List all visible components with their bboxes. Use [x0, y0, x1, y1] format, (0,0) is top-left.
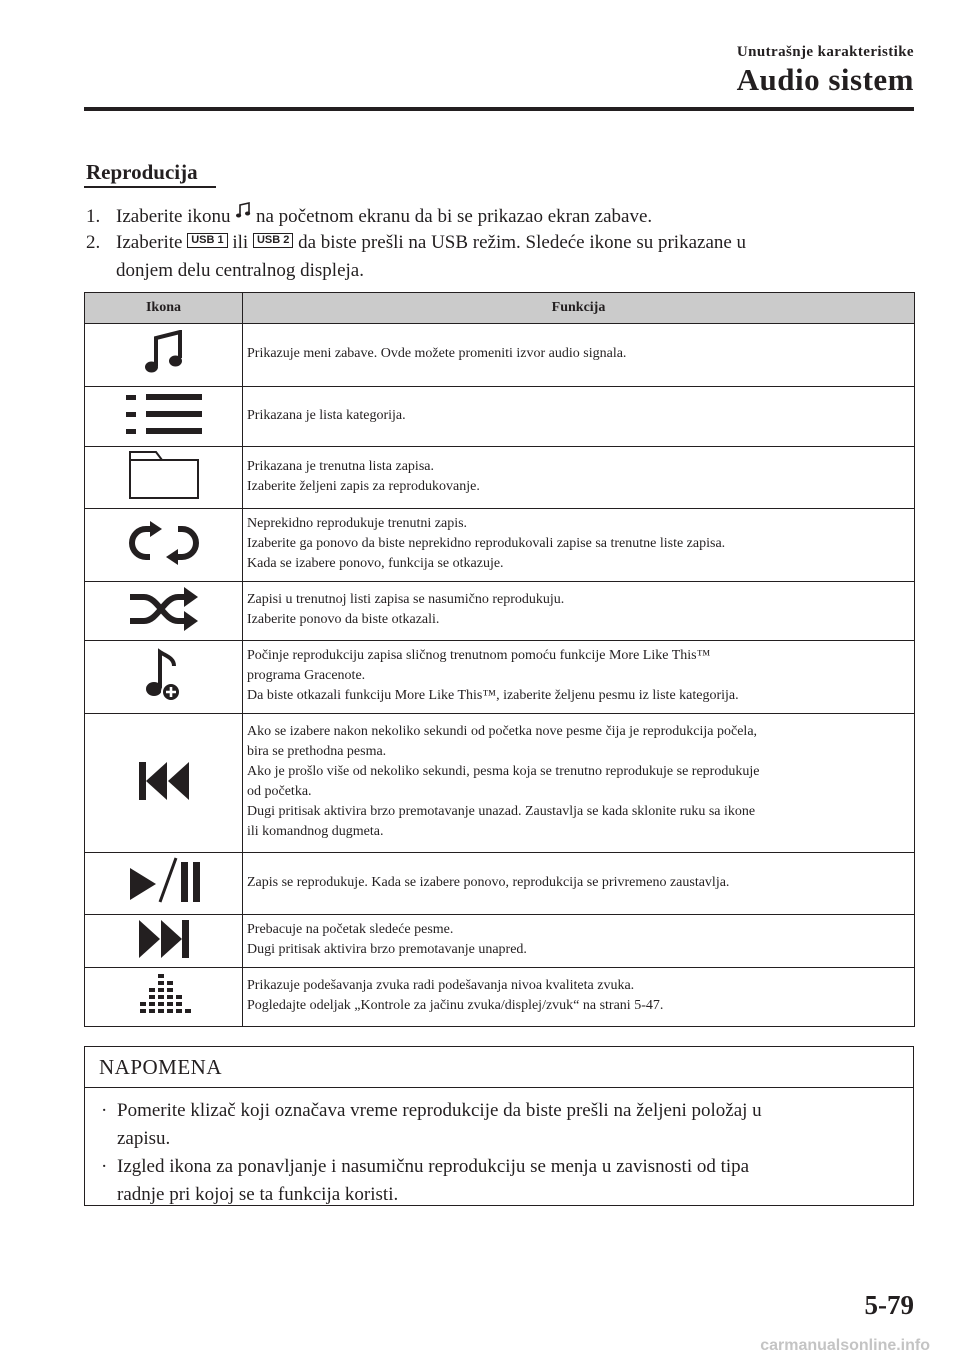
section-underline — [84, 186, 216, 188]
note-item-line: radnje pri kojoj se ta funkcija koristi. — [117, 1184, 399, 1205]
function-description — [243, 324, 915, 387]
table-row — [85, 447, 915, 509]
step-1-number: 1. — [86, 206, 101, 227]
icon-function-table — [84, 292, 915, 1027]
table-row — [85, 968, 915, 1027]
table-row — [85, 915, 915, 968]
function-description — [243, 582, 915, 641]
function-description — [243, 509, 915, 582]
table-row — [85, 714, 915, 853]
step-2-continuation: donjem delu centralnog displeja. — [116, 260, 364, 281]
music-note-icon — [85, 324, 243, 387]
section-title: Reproducija — [86, 160, 198, 184]
category-list-icon — [85, 387, 243, 447]
page-number: 5-79 — [864, 1290, 914, 1320]
description-line: Prikazana je trenutna lista zapisa. — [247, 458, 434, 474]
step-2-text-mid: ili — [232, 232, 249, 253]
usb2-button-icon: USB 2 — [253, 233, 293, 248]
description-line: od početka. — [247, 784, 312, 799]
function-description — [243, 387, 915, 447]
previous-track-icon — [85, 714, 243, 853]
description-line: Zapis se reprodukuje. Kada se izabere ponovo, reprodukcija se privremeno zaustavlja. — [247, 874, 730, 890]
play-pause-icon — [85, 853, 243, 915]
header-rule — [84, 107, 914, 111]
description-line: Prebacuje na početak sledeće pesme. — [247, 922, 454, 937]
description-line: Prikazuje meni zabave. Ovde možete promeniti izvor audio signala. — [247, 346, 627, 361]
folder-icon — [85, 447, 243, 509]
bullet-icon: · — [101, 1100, 108, 1121]
note-title: NAPOMENA — [99, 1055, 223, 1079]
step-2-text-post: da biste prešli na USB režim. Sledeće ikone su prikazane u — [298, 232, 747, 253]
note-item — [99, 1097, 901, 1153]
page-title: Audio sistem — [736, 62, 914, 97]
step-1-text-pre: Izaberite ikonu — [116, 206, 231, 227]
table-header-row — [85, 293, 915, 324]
step-1-text-post: na početnom ekranu da bi se prikazao ekran zabave. — [255, 206, 653, 227]
description-line: Počinje reprodukciju zapisa sličnog trenutnom pomoću funkcije More Like This™ — [247, 648, 711, 663]
step-1 — [86, 201, 652, 231]
description-line: ili komandnog dugmeta. — [247, 824, 384, 839]
description-line: Izaberite željeni zapis za reprodukovanje. — [247, 478, 480, 494]
function-description — [243, 714, 915, 853]
description-line: Izaberite ponovo da biste otkazali. — [247, 612, 440, 627]
description-line: Prikazuje podešavanja zvuka radi podešavanja nivoa kvaliteta zvuka. — [247, 978, 635, 993]
usb1-button-icon: USB 1 — [187, 233, 227, 248]
description-line: Neprekidno reprodukuje trenutni zapis. — [247, 516, 468, 531]
description-line: Izaberite ga ponovo da biste neprekidno reprodukovali zapise sa trenutne liste zapisa. — [247, 536, 726, 551]
table-row — [85, 387, 915, 447]
description-line: programa Gracenote. — [247, 668, 366, 683]
note-divider — [85, 1087, 913, 1088]
function-description — [243, 968, 915, 1027]
sound-settings-icon — [85, 968, 243, 1027]
description-line: Ako se izabere nakon nekoliko sekundi od početka nove pesme čija je reprodukcija počela, — [247, 724, 758, 739]
description-line: Dugi pritisak aktivira brzo premotavanje unazad. Zaustavlja se kada sklonite ruku sa ikone — [247, 804, 756, 819]
function-description — [243, 641, 915, 714]
description-line: Zapisi u trenutnoj listi zapisa se nasumično reprodukuju. — [247, 592, 565, 607]
description-line: Pogledajte odeljak „Kontrole za jačinu zvuka/displej/zvuk“ na strani 5-47. — [247, 998, 664, 1013]
column-header-function: Funkcija — [243, 293, 915, 324]
note-box — [84, 1046, 914, 1206]
music-note-inline-icon — [235, 201, 251, 229]
note-item-line: Pomerite klizač koji označava vreme reprodukcije da biste prešli na željeni položaj u — [117, 1100, 762, 1121]
description-line: Dugi pritisak aktivira brzo premotavanje unapred. — [247, 942, 527, 957]
table-row — [85, 641, 915, 714]
description-line: Prikazana je lista kategorija. — [247, 407, 406, 423]
watermark: carmanualsonline.info — [760, 1337, 930, 1354]
table-row — [85, 324, 915, 387]
note-item — [99, 1153, 901, 1209]
repeat-icon — [85, 509, 243, 582]
step-2-number: 2. — [86, 232, 101, 253]
description-line: bira se prethodna pesma. — [247, 744, 387, 759]
column-header-icon: Ikona — [85, 293, 243, 324]
function-description — [243, 915, 915, 968]
step-2-text-pre: Izaberite — [116, 232, 183, 253]
note-item-line: zapisu. — [117, 1128, 171, 1149]
description-line: Ako je prošlo više od nekoliko sekundi, pesma koja se trenutno reprodukuje se reprodukuje — [247, 764, 760, 779]
shuffle-icon — [85, 582, 243, 641]
function-description — [243, 853, 915, 915]
table-row — [85, 509, 915, 582]
step-2 — [86, 229, 746, 257]
function-description — [243, 447, 915, 509]
table-row — [85, 582, 915, 641]
next-track-icon — [85, 915, 243, 968]
description-line: Kada se izabere ponovo, funkcija se otkazuje. — [247, 556, 504, 571]
more-like-this-icon — [85, 641, 243, 714]
table-row — [85, 853, 915, 915]
note-item-line: Izgled ikona za ponavljanje i nasumičnu reprodukciju se menja u zavisnosti od tipa — [117, 1156, 750, 1177]
chapter-label: Unutrašnje karakteristike — [736, 44, 914, 60]
description-line: Da biste otkazali funkciju More Like This™, izaberite željenu pesmu iz liste kategorija. — [247, 688, 739, 703]
bullet-icon: · — [101, 1156, 108, 1177]
